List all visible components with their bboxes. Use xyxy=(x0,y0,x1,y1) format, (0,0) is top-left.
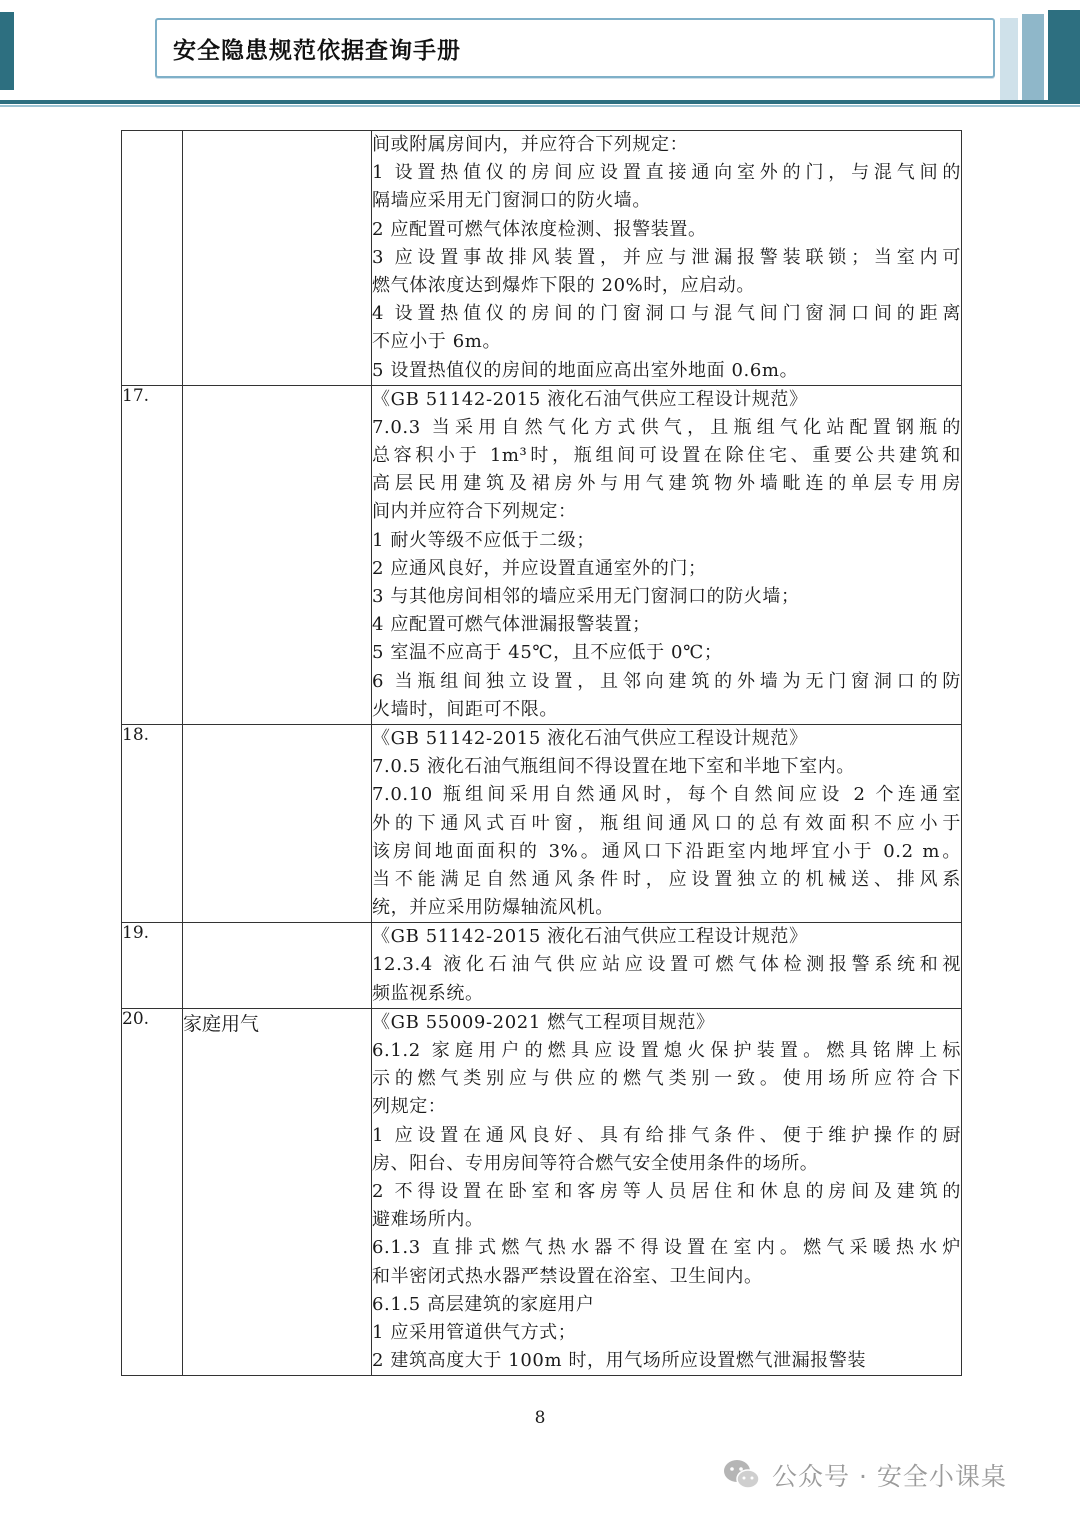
row-number: 18. xyxy=(122,724,183,922)
header-rule-dark xyxy=(0,100,1080,104)
content-line: 2 应通风良好，并应设置直通室外的门； xyxy=(372,557,707,579)
page-number: 8 xyxy=(534,1408,546,1428)
content-line: 《GB 51142-2015 液化石油气供应工程设计规范》 xyxy=(372,388,808,410)
page-header xyxy=(0,0,1080,112)
row-number: 20. xyxy=(122,1008,183,1375)
table-row xyxy=(122,385,962,724)
content-line: 2 应配置可燃气体浓度检测、报警装置。 xyxy=(372,218,707,240)
table-row xyxy=(122,131,962,386)
row-category xyxy=(183,923,372,1009)
content-line: 间或附属房间内，并应符合下列规定： xyxy=(372,134,689,155)
row-content xyxy=(372,131,962,386)
content-line: 3 应设置事故排风装置，并应与泄漏报警装联锁；当室内可 xyxy=(372,246,961,268)
watermark xyxy=(722,1455,1007,1495)
content-line: 和半密闭式热水器严禁设置在浴室、卫生间内。 xyxy=(372,1265,763,1287)
content-line: 示的燃气类别应与供应的燃气类别一致。使用场所应符合下 xyxy=(372,1068,961,1090)
row-number: 17. xyxy=(122,385,183,724)
content-line: 1 设置热值仪的房间应设置直接通向室外的门，与混气间的 xyxy=(372,162,961,184)
content-line: 1 应设置在通风良好、具有给排气条件、便于维护操作的厨 xyxy=(372,1124,961,1146)
header-left-bar xyxy=(0,12,14,90)
header-rule-light xyxy=(0,105,1080,107)
content-line: 1 耐火等级不应低于二级； xyxy=(372,529,595,551)
regulation-table xyxy=(121,130,962,1376)
row-category xyxy=(183,385,372,724)
content-line: 间内并应符合下列规定： xyxy=(372,501,577,523)
row-content xyxy=(372,724,962,922)
content-line: 6.1.5 高层建筑的家庭用户 xyxy=(372,1293,595,1315)
content-line: 7.0.3 当采用自然气化方式供气，且瓶组气化站配置钢瓶的 xyxy=(372,416,961,438)
content-line: 5 设置热值仪的房间的地面应高出室外地面 0.6m。 xyxy=(372,359,799,381)
content-line: 燃气体浓度达到爆炸下限的 20%时，应启动。 xyxy=(372,274,755,296)
content-line: 《GB 51142-2015 液化石油气供应工程设计规范》 xyxy=(372,926,808,948)
row-category xyxy=(183,131,372,386)
content-line: 《GB 51142-2015 液化石油气供应工程设计规范》 xyxy=(372,727,808,749)
row-number: 19. xyxy=(122,923,183,1009)
content-line: 6 当瓶组间独立设置，且邻向建筑的外墙为无门窗洞口的防 xyxy=(372,670,961,692)
document-title: 安全隐患规范依据查询手册 xyxy=(173,38,461,64)
content-line: 总容积小于 1m³时，瓶组间可设置在除住宅、重要公共建筑和 xyxy=(372,445,961,467)
content-line: 3 与其他房间相邻的墙应采用无门窗洞口的防火墙； xyxy=(372,586,800,607)
row-content xyxy=(372,385,962,724)
content-line: 高层民用建筑及裙房外与用气建筑物外墙毗连的单层专用房 xyxy=(372,473,961,495)
watermark-text: 公众号 · 安全小课桌 xyxy=(772,1462,1007,1491)
content-line: 4 应配置可燃气体泄漏报警装置； xyxy=(372,614,651,636)
header-title-box xyxy=(155,18,995,78)
content-line: 统，并应采用防爆轴流风机。 xyxy=(372,897,614,919)
wechat-icon xyxy=(722,1458,762,1492)
content-line: 7.0.10 瓶组间采用自然通风时，每个自然间应设 2 个连通室 xyxy=(372,784,961,806)
content-line: 火墙时，间距可不限。 xyxy=(372,698,558,720)
content-line: 避难场所内。 xyxy=(372,1209,484,1231)
content-line: 12.3.4 液化石油气供应站应设置可燃气体检测报警系统和视 xyxy=(372,954,961,976)
content-line: 列规定： xyxy=(372,1096,447,1118)
content-line: 频监视系统。 xyxy=(372,982,484,1004)
row-category: 家庭用气 xyxy=(183,1008,372,1375)
content-line: 5 室温不应高于 45℃，且不应低于 0℃； xyxy=(372,642,723,664)
content-line: 《GB 55009-2021 燃气工程项目规范》 xyxy=(372,1011,715,1033)
header-decor-stripe-3 xyxy=(1048,10,1080,102)
content-line: 7.0.5 液化石油气瓶组间不得设置在地下室和半地下室内。 xyxy=(372,756,855,778)
content-line: 当不能满足自然通风条件时，应设置独立的机械送、排风系 xyxy=(372,868,961,890)
content-line: 房、阳台、专用房间等符合燃气安全使用条件的场所。 xyxy=(372,1152,819,1174)
content-line: 2 建筑高度大于 100m 时，用气场所应设置燃气泄漏报警装 xyxy=(372,1350,867,1372)
content-line: 4 设置热值仪的房间的门窗洞口与混气间门窗洞口间的距离 xyxy=(372,303,961,325)
content-line: 外的下通风式百叶窗，瓶组间通风口的总有效面积不应小于 xyxy=(372,812,961,834)
row-content xyxy=(372,1008,962,1375)
content-line: 6.1.2 家庭用户的燃具应设置熄火保护装置。燃具铭牌上标 xyxy=(372,1040,961,1061)
content-line: 不应小于 6m。 xyxy=(372,331,502,353)
content-line: 6.1.3 直排式燃气热水器不得设置在室内。燃气采暖热水炉 xyxy=(372,1237,961,1259)
row-content xyxy=(372,923,962,1009)
table-row xyxy=(122,1008,962,1375)
row-category xyxy=(183,724,372,922)
row-number xyxy=(122,131,183,386)
header-decor-stripe-1 xyxy=(1000,18,1018,100)
content-line: 2 不得设置在卧室和客房等人员居住和休息的房间及建筑的 xyxy=(372,1180,961,1202)
content-line: 隔墙应采用无门窗洞口的防火墙。 xyxy=(372,190,651,212)
content-line: 1 应采用管道供气方式； xyxy=(372,1321,577,1343)
header-decor-stripe-2 xyxy=(1022,14,1044,102)
content-line: 该房间地面面积的 3%。通风口下沿距室内地坪宜小于 0.2 m。 xyxy=(372,840,961,862)
table-row xyxy=(122,923,962,1009)
table-row xyxy=(122,724,962,922)
